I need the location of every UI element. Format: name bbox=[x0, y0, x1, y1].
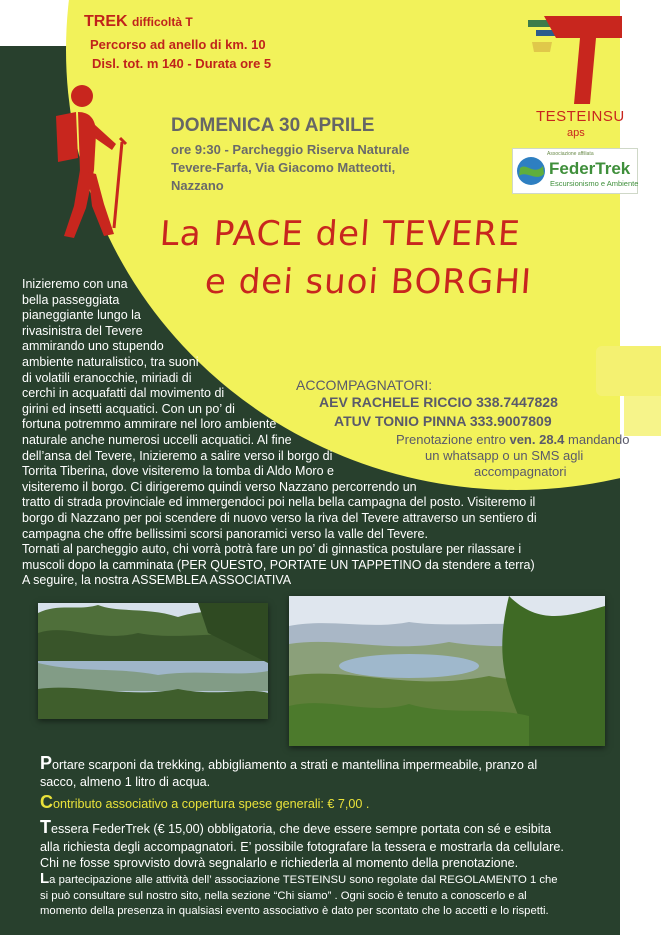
card-line3: Chi ne fosse sprovvisto dovrà segnalarlo e richiederla al momento della prenotazione. bbox=[40, 856, 519, 870]
equipment-initial: P bbox=[40, 753, 53, 773]
rules-line2: si può consultare sul nostro sito, nella sezione “Chi siamo” . Ogni socio è tenuto a conoscerlo e al bbox=[40, 890, 527, 902]
guide-1: AEV RACHELE RICCIO 338.7447828 bbox=[319, 394, 558, 410]
testeinsu-logo bbox=[526, 16, 626, 112]
description-line: bella passeggiata bbox=[22, 292, 120, 307]
federtrek-tagline: Associazione affiliata bbox=[547, 151, 594, 157]
trek-stats: Disl. tot. m 140 - Durata ore 5 bbox=[92, 56, 272, 71]
description-line: fortuna potremmo ammirare nel loro ambiente bbox=[22, 417, 277, 432]
rules-line3: momento della presenza in qualsiasi evento associativo è dato per scontato che lo accetti e lo rispetti. bbox=[40, 905, 549, 917]
description-line: naturale anche numerosi uccelli acquatici. Al fine bbox=[22, 432, 292, 447]
guide-2: ATUV TONIO PINNA 333.9007809 bbox=[334, 413, 552, 429]
description-line: tratto di strada provinciale ed immergendoci poi nella bella campagna del posto. Visiteremo il bbox=[22, 495, 536, 510]
description-line: Inizieremo con una bbox=[22, 277, 128, 291]
booking-line3: accompagnatori bbox=[474, 464, 567, 479]
card-line2: alla richiesta degli accompagnatori. E’ possibile fotografare la tessera e mostrarla da cellulare. bbox=[40, 840, 564, 854]
rules-line1 bbox=[40, 871, 558, 888]
trek-label: TREK bbox=[84, 13, 128, 30]
fee-text: ontributo associativo a copertura spese generali: € 7,00 . bbox=[53, 797, 370, 811]
card-initial: T bbox=[40, 817, 51, 837]
booking-prefix: Prenotazione entro bbox=[396, 432, 510, 447]
booking-deadline: ven. 28.4 bbox=[509, 432, 565, 447]
card-text: essera FederTrek (€ 15,00) obbligatoria, che deve essere sempre portata con sé e esibita bbox=[51, 822, 552, 836]
logo-name: TESTEINSU bbox=[536, 108, 625, 125]
photo-river-reflection bbox=[38, 603, 268, 719]
white-margin bbox=[620, 0, 661, 935]
title-line2: e dei suoi BORGHI bbox=[203, 262, 534, 302]
description-line: muscoli dopo la camminata (PER QUESTO, PORTATE UN TAPPETINO da stendere a terra) bbox=[22, 557, 535, 572]
equipment-text: ortare scarponi da trekking, abbigliamento a strati e mantellina impermeabile, pranzo al bbox=[52, 758, 538, 772]
description-line: campagna che offre bellissimi scorsi panoramici verso la valle del Tevere. bbox=[22, 526, 428, 541]
description-line: visiteremo il borgo. Ci dirigeremo quindi verso Nazzano percorrendo un bbox=[22, 479, 417, 494]
description-line: Tornati al parcheggio auto, chi vorrà potrà fare un po’ di ginnastica postulare per rilassare i bbox=[22, 542, 522, 557]
federtrek-subtitle: Escursionismo e Ambiente bbox=[550, 179, 639, 188]
event-date: DOMENICA 30 APRILE bbox=[171, 115, 375, 136]
watermark-shape-lower bbox=[624, 396, 661, 436]
trek-route: Percorso ad anello di km. 10 bbox=[90, 37, 266, 52]
description-line: girini ed insetti acquatici. Con un po’ di bbox=[22, 401, 235, 416]
description-line: ammirando uno stupendo bbox=[22, 339, 164, 354]
card-line1 bbox=[40, 819, 551, 837]
description-line: Torrita Tiberina, dove visiteremo la tomba di Aldo Moro e bbox=[22, 464, 334, 479]
booking-suffix: mandando bbox=[564, 432, 630, 447]
description-line: cerchi in acquafatti dal movimento di bbox=[22, 386, 225, 401]
event-meeting-line2: Tevere-Farfa, Via Giacomo Matteotti, bbox=[171, 160, 396, 175]
photo-tevere-valley bbox=[289, 596, 605, 746]
rules-initial: L bbox=[40, 870, 50, 887]
event-meeting-line3: Nazzano bbox=[171, 178, 224, 193]
guides-heading: ACCOMPAGNATORI: bbox=[296, 377, 433, 393]
equipment-line2: sacco, almeno 1 litro di acqua. bbox=[40, 775, 211, 789]
description-line: rivasinistra del Tevere bbox=[22, 323, 143, 338]
description-line: pianeggiante lungo la bbox=[22, 308, 141, 323]
watermark-shape bbox=[596, 346, 661, 396]
booking-line2: un whatsapp o un SMS agli bbox=[425, 448, 584, 463]
description-line: A seguire, la nostra ASSEMBLEA ASSOCIATIVA bbox=[22, 573, 292, 588]
description-line: ambiente naturalistico, tra suoni bbox=[22, 354, 199, 369]
logo-suffix: aps bbox=[567, 127, 585, 139]
description-line: borgo di Nazzano per poi scendere di nuovo verso la riva del Tevere attraverso un sentiero di bbox=[22, 510, 537, 525]
globe-icon bbox=[516, 156, 546, 186]
description-paragraph bbox=[22, 277, 537, 589]
equipment-line1 bbox=[40, 755, 537, 773]
hiker-icon bbox=[34, 78, 144, 248]
trek-difficulty: difficoltà T bbox=[132, 15, 193, 29]
fee-initial: C bbox=[40, 792, 53, 812]
federtrek-name: FederTrek bbox=[549, 159, 631, 178]
federtrek-logo bbox=[512, 148, 638, 194]
event-meeting-line1: ore 9:30 - Parcheggio Riserva Naturale bbox=[171, 142, 410, 157]
description-line: di volatili eranocchie, miriadi di bbox=[22, 370, 192, 385]
description-line: dell’ansa del Tevere, Inizieremo a salire verso il borgo di bbox=[22, 448, 333, 463]
fee-line bbox=[40, 794, 369, 812]
rules-text: a partecipazione alle attività dell’ associazione TESTEINSU sono regolate dal REGOLAMENTO 1 che bbox=[49, 874, 558, 886]
trek-heading bbox=[84, 13, 193, 31]
title-line1: La PACE del TEVERE bbox=[158, 214, 522, 254]
